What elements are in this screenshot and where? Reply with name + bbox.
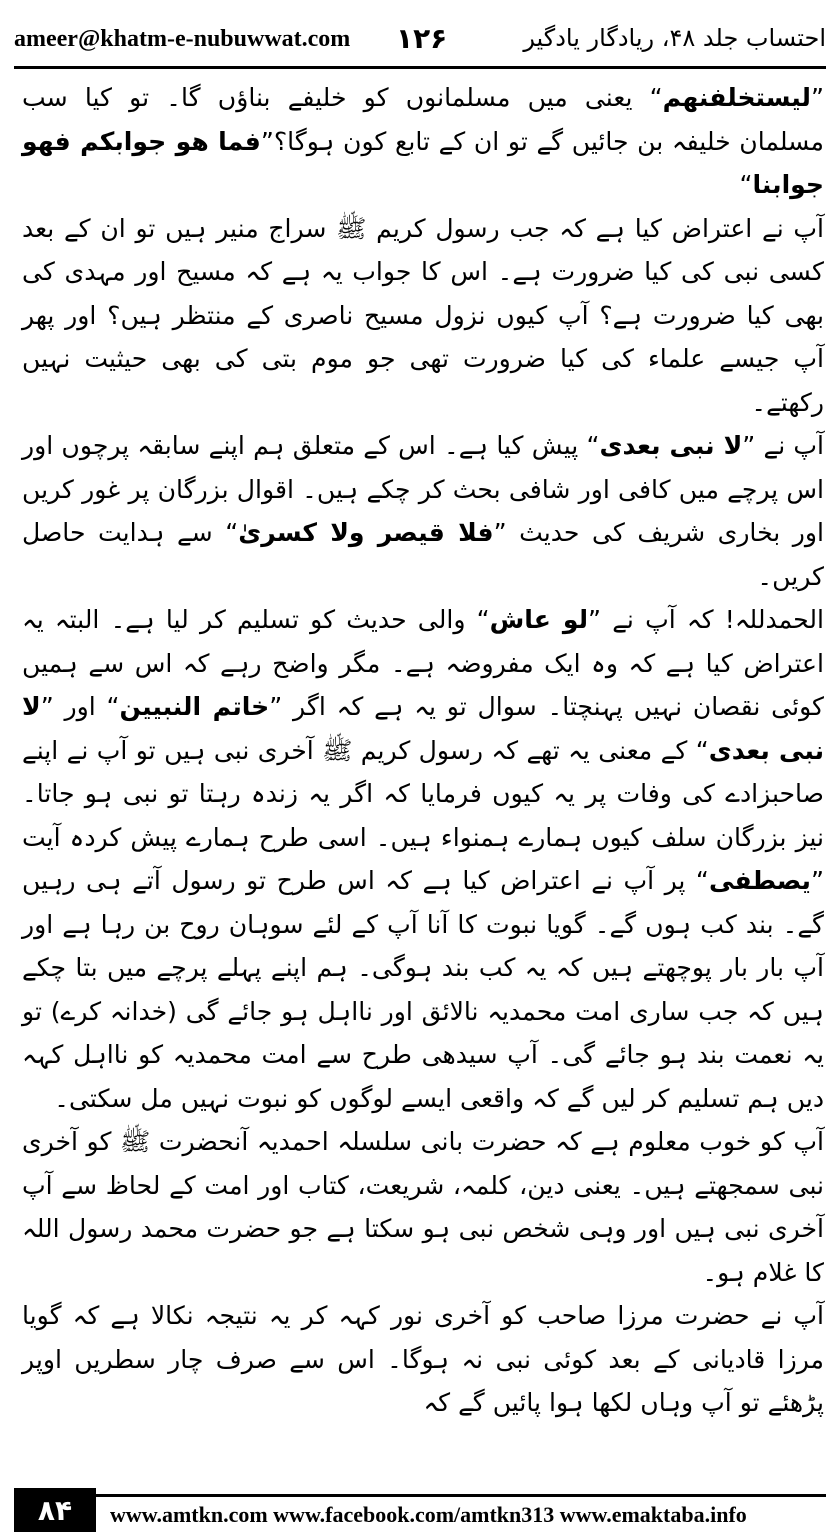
arabic-quote: لا نبی بعدی — [599, 431, 743, 460]
arabic-quote: یصطفی — [708, 866, 811, 895]
header-email: ameer@khatm-e-nubuwwat.com — [14, 26, 351, 52]
text-run: آپ نے اعتراض کیا ہے کہ جب رسول کریم ﷺ سراج منیر ہیں تو ان کے بعد کسی نبی کی کیا ضرورت ہے۔ اس کا جواب یہ ہے کہ مسیح اور مہدی کی بھی کیا ضرورت ہے؟ آپ کیوں نزول مسیح ناصری کے منتظر ہیں؟ اور پھر آپ جیسے علماء کی کیا ضرورت تھی جو موم بتی کی بھی حیثیت نہیں رکھتے۔ — [22, 213, 824, 417]
text-run: آپ نے ” — [742, 431, 824, 460]
text-run: آپ کو خوب معلوم ہے کہ حضرت بانی سلسلہ احمدیہ آنحضرت ﷺ کو آخری نبی سمجھتے ہیں۔ یعنی دین، کلمہ، شریعت، کتاب اور امت کے لحاظ سے آپ آخری نبی ہیں اور وہی شخص نبی ہو سکتا ہے جو حضرت محمد رسول اللہ کا غلام ہو۔ — [22, 1127, 824, 1287]
page-header — [14, 20, 826, 60]
text-run: ” — [810, 83, 824, 112]
paragraph — [22, 76, 824, 207]
paragraph — [22, 598, 824, 1120]
header-page-number: ۱۲۶ — [396, 22, 448, 55]
header-title: احتساب جلد ۴۸، ریادگار یادگیر — [523, 24, 826, 52]
footer-number: ۸۴ — [37, 1493, 73, 1527]
footer-rule — [96, 1494, 826, 1497]
footer-links: www.amtkn.com www.facebook.com/amtkn313 www.emaktaba.info — [110, 1502, 747, 1527]
text-run: “ سے ہدایت حاصل کریں۔ — [22, 518, 824, 591]
arabic-quote: لو عاش — [489, 605, 588, 634]
text-run: “ والی حدیث کو تسلیم کر لیا ہے۔ البتہ یہ اعتراض کیا ہے کہ وہ ایک مفروضہ ہے۔ مگر واضح رہے کہ اس سے ہمیں کوئی نقصان نہیں پہنچتا۔ سوال تو یہ ہے کہ اگر ” — [22, 605, 824, 721]
arabic-quote: لا نبی بعدی — [22, 692, 824, 765]
text-run: “ یعنی میں مسلمانوں کو خلیفے بناؤں گا۔ تو کیا سب مسلمان خلیفہ بن جائیں گے تو ان کے تابع کون ہوگا؟” — [22, 83, 824, 156]
text-run: “ پیش کیا ہے۔ اس کے متعلق ہم اپنے سابقہ پرچوں اور اس پرچے میں کافی اور شافی بحث کر چکے ہیں۔ اقوال بزرگان پر غور کریں اور بخاری شریف کی حدیث ” — [22, 431, 824, 547]
text-run: “ اور ” — [40, 692, 120, 721]
text-run: “ کے معنی یہ تھے کہ رسول کریم ﷺ آخری نبی ہیں تو آپ نے اپنے صاحبزادے کی وفات پر یہ کیوں فرمایا کہ اگر یہ زندہ رہتا تو نبی ہو جاتا۔ نیز بزرگان سلف کیوں ہمارے ہمنواء ہیں۔ اسی طرح ہمارے پیش کردہ آیت ” — [22, 735, 824, 895]
footer-number-box — [14, 1488, 96, 1532]
paragraph — [22, 424, 824, 598]
arabic-quote: خاتم النبیین — [119, 692, 270, 721]
paragraph — [22, 1120, 824, 1294]
body-text — [22, 76, 824, 1425]
paragraph — [22, 207, 824, 425]
text-run: آپ نے حضرت مرزا صاحب کو آخری نور کہہ کر یہ نتیجہ نکالا ہے کہ گویا مرزا قادیانی کے بعد کوئی نبی نہ ہوگا۔ اس سے صرف چار سطریں اوپر پڑھئے تو آپ وہاں لکھا ہوا پائیں گے کہ — [22, 1301, 824, 1417]
arabic-quote: لیستخلفنهم — [662, 83, 811, 112]
text-run: “ — [739, 170, 753, 199]
arabic-quote: فلا قیصر ولا کسریٰ — [238, 518, 494, 547]
header-rule — [14, 66, 826, 69]
text-run: الحمدللہ! کہ آپ نے ” — [588, 605, 824, 634]
page-footer — [14, 1488, 826, 1532]
arabic-quote: فما هو جوابكم فهو جوابنا — [22, 126, 824, 199]
paragraph — [22, 1294, 824, 1425]
text-run: “ پر آپ نے اعتراض کیا ہے کہ اس طرح تو رسول آتے ہی رہیں گے۔ بند کب ہوں گے۔ گویا نبوت کا آنا آپ کے لئے سوہان روح بن رہا ہے اور آپ بار بار پوچھتے ہیں کہ یہ کب بند ہوگی۔ ہم اپنے پہلے پرچے میں بتا چکے ہیں کہ جب ساری امت محمدیہ نالائق اور نااہل ہو جائے گی (خدانہ کرے) تو یہ نعمت بند ہو جائے گی۔ آپ سیدھی طرح سے امت محمدیہ کو نااہل کہہ دیں ہم تسلیم کر لیں گے کہ واقعی ایسے لوگوں کو نبوت نہیں مل سکتی۔ — [22, 866, 824, 1113]
